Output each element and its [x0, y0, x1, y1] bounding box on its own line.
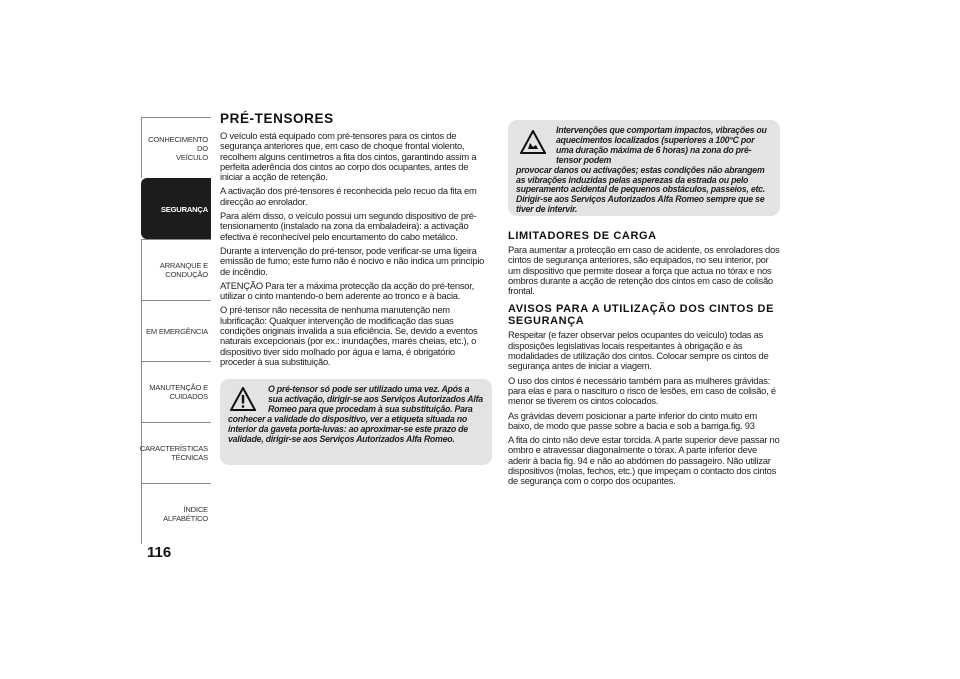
paragraph: O uso dos cintos é necessário também para as mulheres grávidas: para elas e para o nascituro o risco de lesões, em caso de colisão, é menor se tiverem os cintos colocados. — [508, 374, 776, 407]
paragraph: Respeitar (e fazer observar pelos ocupantes do veículo) todas as disposições legislativas locais respeitantes à obrigação e às modalidades de utilização dos cintos. Colocar sempre os cintos de segurança antes de iniciar a viagem. — [508, 329, 769, 372]
sidebar-tab-emergencia[interactable] — [141, 300, 211, 361]
chapter-sidebar — [141, 117, 211, 544]
paragraph: A fita do cinto não deve estar torcida. A parte superior deve passar no ombro e atravessar diagonalmente o tórax. A parte inferior deve aderir à bacia fig. 94 e não ao abdómen do passageiro. Não utilizar dispositivos (molas, fechos, etc.) que impeçam o contacto dos cintos de segurança com o corpo dos ocupantes. — [508, 434, 780, 487]
warning-text: provocar danos ou activações; estas condições não abrangem as vibrações induzidas pelas asperezas da estrada ou pelo superamento acidental de pequenos obstáculos, passeios, etc. Dirigir-se aos Serviços Autorizados Alfa Romeo sempre que se tiver de intervir. — [516, 164, 765, 215]
sidebar-tab-label: CARACTERÍSTICAS TÉCNICAS — [139, 444, 208, 462]
paragraph: Para além disso, o veículo possui um segundo dispositivo de pré-tensionamento (instalado na zona da embaladeira): a activação efectiva é reconhecível pelo encurtamento do cabo metálico. — [220, 210, 477, 242]
sidebar-tab-label: CONHECIMENTO DO VEÍCULO — [148, 134, 208, 162]
warning-box — [220, 379, 492, 465]
sidebar-tab-label: SEGURANÇA — [160, 204, 208, 214]
sidebar-tab-conhecimento[interactable] — [141, 117, 211, 178]
paragraph: O pré-tensor não necessita de nenhuma manutenção nem lubrificação: Qualquer intervenção de modificação das suas condições originais invalida a sua eficiência. Se, devido a eventos naturais excepcionais (por ex.: inundações, marés cheias, etc.), o dispositivo tiver sido molhado por água e lama, é obrigatório proceder à sua substituição. — [220, 304, 478, 367]
section-title-avisos: AVISOS PARA A UTILIZAÇÃO DOS CINTOS DE SEGURANÇA — [508, 303, 775, 327]
sidebar-tab-label: ÍNDICE ALFABÉTICO — [163, 505, 208, 523]
sidebar-tab-indice[interactable] — [141, 483, 211, 544]
warning-text: Intervenções que comportam impactos, vibrações ou aquecimentos localizados (superiores a 100°C por uma duração máxima de 6 horas) na zona do pré-tensor podem — [556, 125, 767, 165]
hot-surface-warning-icon — [520, 130, 546, 154]
left-column — [220, 112, 492, 465]
right-column — [508, 120, 780, 491]
section-title-pre-tensores: PRÉ-TENSORES — [220, 111, 334, 126]
page-number: 116 — [147, 544, 172, 561]
warning-text: O pré-tensor só pode ser utilizado uma vez. Após a sua activação, dirigir-se aos Serviços Autorizados Alfa Romeo para que procedam à sua substituição. Para — [268, 384, 483, 415]
warning-text: conhecer a validade do dispositivo, ver a etiqueta situada no interior da gaveta porta-luvas: ao aproximar-se este prazo de validade, dirigir-se aos Serviços Autorizados Alfa Romeo. — [228, 413, 468, 444]
paragraph: Durante a intervenção do pré-tensor, pode verificar-se uma ligeira emissão de fumo; este fumo não é nocivo e não indica um princípio de incêndio. — [220, 244, 485, 277]
sidebar-tab-manutencao[interactable] — [141, 361, 211, 422]
paragraph: Para aumentar a protecção em caso de acidente, os enroladores dos cintos de segurança anteriores, são equipados, no seu interior, por um dispositivo que permite dosear a força que actua no tórax e nos ombros durante a acção de retenção dos cintos em caso de colisão frontal. — [508, 244, 780, 297]
paragraph: ATENÇÃO Para ter a máxima protecção da acção do pré-tensor, utilizar o cinto mantendo-o bem aderente ao tronco e à bacia. — [220, 279, 474, 302]
warning-box — [508, 120, 780, 216]
sidebar-tab-caracteristicas[interactable] — [141, 422, 211, 483]
section-title-limitadores: LIMITADORES DE CARGA — [508, 230, 657, 242]
sidebar-tab-label: EM EMERGÊNCIA — [146, 326, 208, 336]
paragraph: A activação dos pré-tensores é reconhecida pelo recuo da fita em direcção ao enrolador. — [220, 185, 477, 207]
sidebar-tab-seguranca[interactable] — [141, 178, 211, 239]
warning-triangle-icon — [230, 387, 256, 411]
paragraph: O veículo está equipado com pré-tensores para os cintos de segurança anteriores que, em caso de choque frontal violento, recolhem alguns centímetros a fita dos cintos, garantindo assim a perfeita aderência dos cintos ao corpo dos ocupantes, antes de iniciar a acção de retenção. — [220, 130, 477, 183]
paragraph: As grávidas devem posicionar a parte inferior do cinto muito em baixo, de modo que passe sobre a bacia e sob a barriga.fig. 93 — [508, 409, 757, 431]
sidebar-tab-label: MANUTENÇÃO E CUIDADOS — [149, 383, 208, 401]
sidebar-tab-arranque[interactable] — [141, 239, 211, 300]
sidebar-tab-label: ARRANQUE E CONDUÇÃO — [159, 261, 208, 279]
